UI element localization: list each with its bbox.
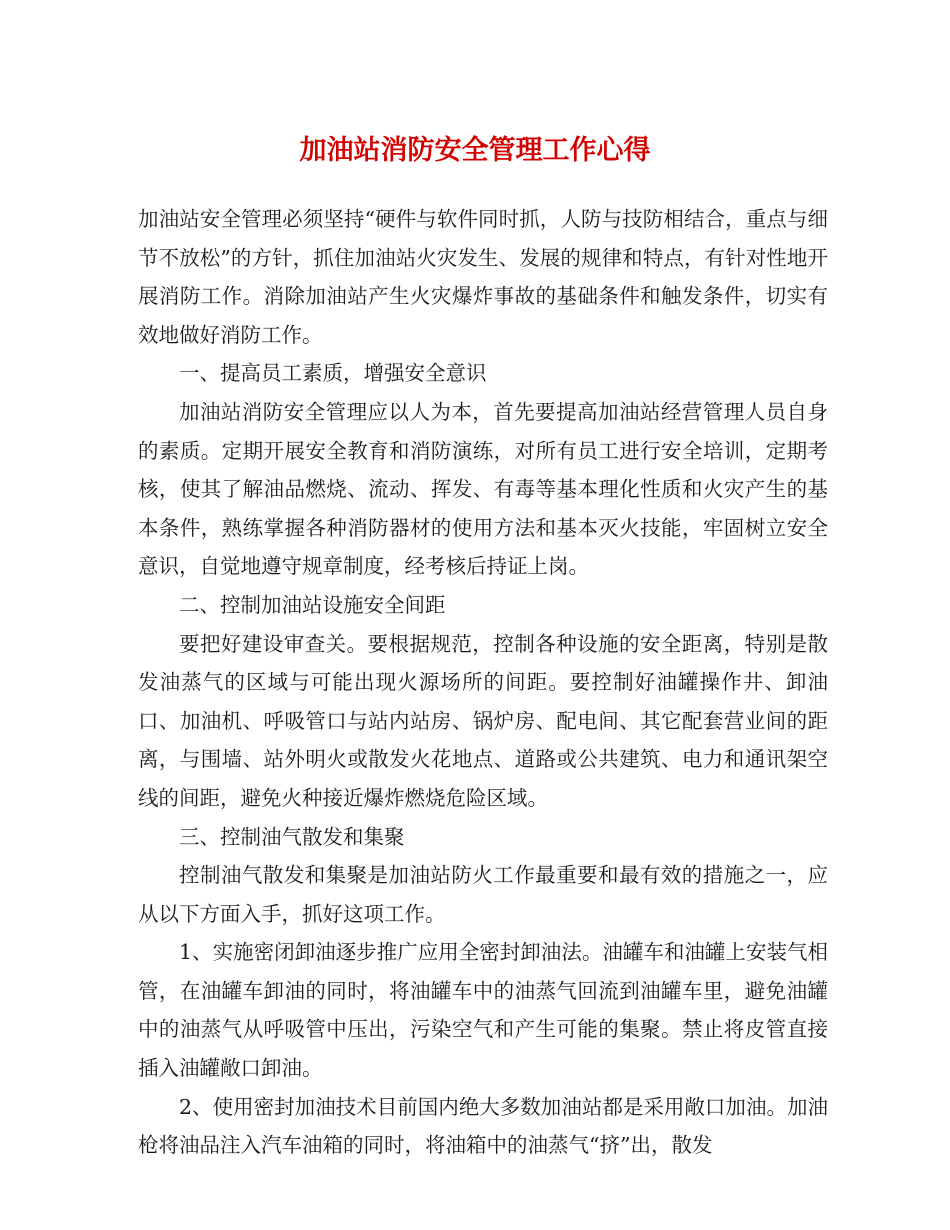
heading-section-3: 三、控制油气散发和集聚	[179, 824, 405, 849]
paragraph-section-3: 控制油气散发和集聚是加油站防火工作最重要和最有效的措施之一，应从以下方面入手，抓好这项工作。	[138, 863, 828, 926]
heading-section-2: 二、控制加油站设施安全间距	[179, 592, 446, 617]
heading-section-1: 一、提高员工素质，增强安全意识	[179, 361, 487, 386]
paragraph-item-2: 2、使用密封加油技术目前国内绝大多数加油站都是采用敞口加油。加油枪将油品注入汽车油箱的同时，将油箱中的油蒸气“挤”出，散发	[138, 1094, 828, 1158]
paragraph-intro: 加油站安全管理必须坚持“硬件与软件同时抓，人防与技防相结合，重点与细节不放松”的方针，抓住加油站火灾发生、发展的规律和特点，有针对性地开展消防工作。消除加油站产生火灾爆炸事故的基础条件和触发条件，切实有效地做好消防工作。	[138, 207, 828, 347]
paragraph-item-1: 1、实施密闭卸油逐步推广应用全密封卸油法。油罐车和油罐上安装气相管，在油罐车卸油的同时，将油罐车中的油蒸气回流到油罐车里，避免油罐中的油蒸气从呼吸管中压出，污染空气和产生可能的集聚。禁止将皮管直接插入油罐敞口卸油。	[138, 940, 828, 1081]
paragraph-section-1: 加油站消防安全管理应以人为本，首先要提高加油站经营管理人员自身的素质。定期开展安全教育和消防演练，对所有员工进行安全培训，定期考核，使其了解油品燃烧、流动、挥发、有毒等基本理化性质和火灾产生的基本条件，熟练掌握各种消防器材的使用方法和基本灭火技能，牢固树立安全意识，自觉地遵守规章制度，经考核后持证上岗。	[138, 399, 828, 579]
paragraph-section-2: 要把好建设审查关。要根据规范，控制各种设施的安全距离，特别是散发油蒸气的区域与可能出现火源场所的间距。要控制好油罐操作井、卸油口、加油机、呼吸管口与站内站房、锅炉房、配电间、其它配套营业间的距离，与围墙、站外明火或散发火花地点、道路或公共建筑、电力和通讯架空线的间距，避免火种接近爆炸燃烧危险区域。	[138, 631, 828, 810]
document-title: 加油站消防安全管理工作心得	[299, 135, 651, 166]
document-body	[138, 200, 828, 1165]
